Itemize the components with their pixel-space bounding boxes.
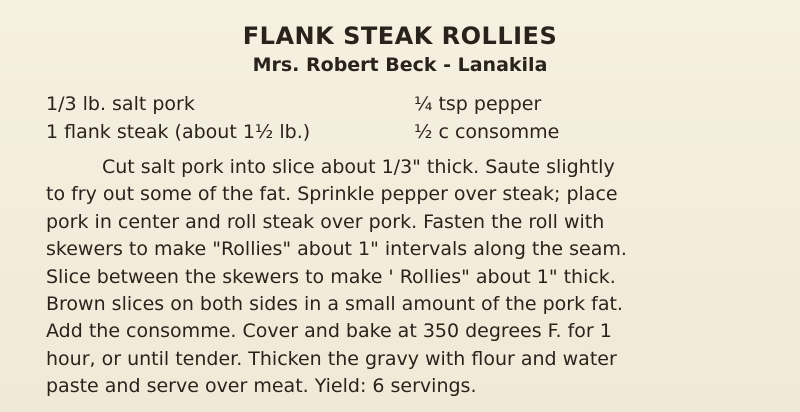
directions-line: Slice between the skewers to make ' Rollies" about 1" thick.	[46, 265, 616, 288]
ingredient-consomme: ½ c consomme	[414, 121, 560, 143]
recipe-byline: Mrs. Robert Beck - Lanakila	[252, 54, 548, 76]
directions-line: paste and serve over meat. Yield: 6 servings.	[46, 375, 477, 398]
directions-line: Cut salt pork into slice about 1/3" thick. Saute slightly	[102, 156, 615, 178]
ingredient-flank-steak: 1 flank steak (about 1½ lb.)	[46, 121, 311, 143]
directions-line: pork in center and roll steak over pork. Fasten the roll with	[46, 210, 605, 233]
ingredient-pepper: ¼ tsp pepper	[414, 93, 542, 115]
directions-line: hour, or until tender. Thicken the gravy with flour and water	[46, 347, 617, 370]
directions-line: skewers to make "Rollies" about 1" intervals along the seam.	[46, 238, 627, 261]
directions-line: Brown slices on both sides in a small amount of the pork fat.	[46, 293, 623, 316]
ingredient-salt-pork: 1/3 lb. salt pork	[46, 93, 195, 115]
recipe-title: FLANK STEAK ROLLIES	[242, 22, 558, 50]
directions-line: Add the consomme. Cover and bake at 350 degrees F. for 1	[46, 320, 612, 343]
ingredients-list	[46, 90, 766, 150]
directions-line: to fry out some of the fat. Sprinkle pepper over steak; place	[46, 183, 618, 206]
recipe-directions	[46, 154, 766, 401]
